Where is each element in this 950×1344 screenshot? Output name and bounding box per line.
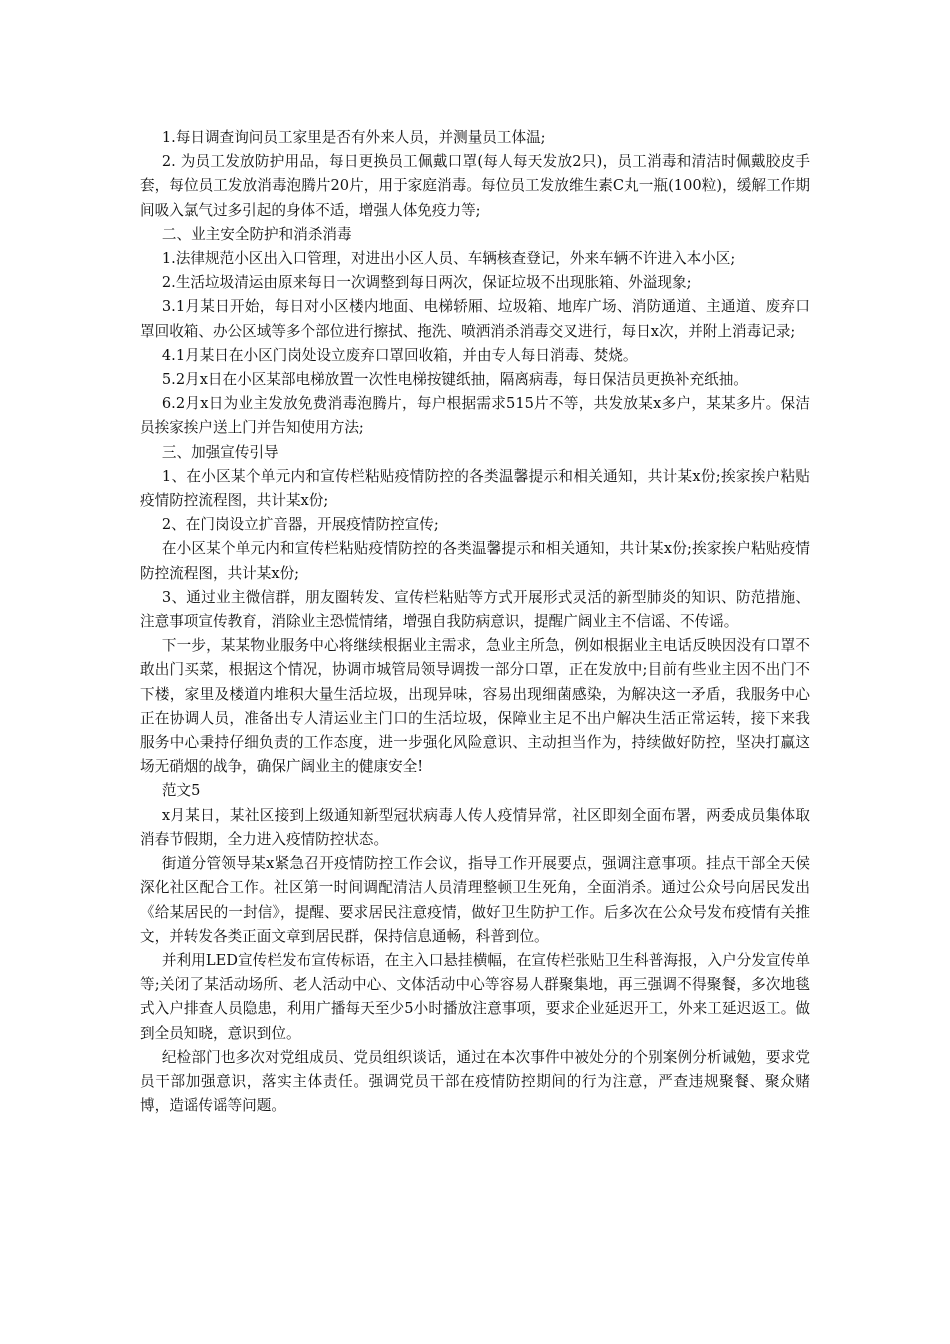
paragraph-led-publicity: 并利用LED宣传栏发布宣传标语，在主入口悬挂横幅，在宣传栏张贴卫生科普海报，入户分发宣传单等;关闭了某活动场所、老人活动中心、文体活动中心等容易人群聚集地，再三强调不得聚餐，多次地毯式入户排查人员隐患，利用广播每天至少5小时播放注意事项，要求企业延迟开工，外来工延迟返工。做到全员知晓，意识到位。 — [140, 951, 810, 1042]
paragraph-street-meeting: 街道分管领导某x紧急召开疫情防控工作会议，指导工作开展要点，强调注意事项。挂点干部全天侯深化社区配合工作。社区第一时间调配清洁人员清理整顿卫生死角，全面消杀。通过公众号向居民发出《给某居民的一封信》，提醒、要求居民注意疫情，做好卫生防护工作。后多次在公众号发布疫情有关推文，并转发各类正面文章到居民群，保持信息通畅，科普到位。 — [140, 855, 810, 945]
paragraph-garbage-clearance: 2.生活垃圾清运由原来每日一次调整到每日两次，保证垃圾不出现胀箱、外溢现象; — [161, 274, 692, 292]
paragraph-staff-protection: 2. 为员工发放防护用品，每日更换员工佩戴口罩(每人每天发放2只)，员工消毒和清洁时佩戴胶皮手套，每位员工发放消毒泡腾片20片，用于家庭消毒。每位员工发放维生素C丸一瓶(100粒)，缓解工作期间吸入氯气过多引起的身体不适，增强人体免疫力等; — [140, 153, 810, 219]
paragraph-disinfection-schedule: 3.1月某日开始，每日对小区楼内地面、电梯轿厢、垃圾箱、地库广场、消防通道、主通道、废弃口罩回收箱、办公区域等多个部位进行擦拭、拖洗、喷洒消杀消毒交叉进行，每日x次，并附上消毒记录; — [140, 298, 810, 340]
paragraph-mask-recycling: 4.1月某日在小区门岗处设立废弃口罩回收箱，并由专人每日消毒、焚烧。 — [161, 346, 638, 364]
paragraph-discipline: 纪检部门也多次对党组成员、党员组织谈话，通过在本次事件中被处分的个别案例分析诫勉，要求党员干部加强意识，落实主体责任。强调党员干部在疫情防控期间的行为注意，严查违规聚餐、聚众赌博，造谣传谣等问题。 — [140, 1048, 810, 1115]
section-heading-owner-protection: 二、业主安全防护和消杀消毒 — [161, 225, 352, 243]
section-heading-publicity: 三、加强宣传引导 — [161, 443, 279, 461]
sample-heading: 范文5 — [161, 782, 201, 800]
paragraph-notices-repeat: 在小区某个单元内和宣传栏粘贴疫情防控的各类温馨提示和相关通知，共计某x份;挨家挨户粘贴疫情防控流程图，共计某x份; — [140, 540, 810, 582]
paragraph-entrance-management: 1.法律规范小区出入口管理，对进出小区人员、车辆核查登记，外来车辆不许进入本小区; — [161, 250, 736, 268]
paragraph-staff-check: 1.每日调查询问员工家里是否有外来人员，并测量员工体温; — [161, 129, 546, 146]
paragraph-tablet-distribution: 6.2月x日为业主发放免费消毒泡腾片，每户根据需求515片不等，共发放某x多户，某某多片。保洁员挨家挨户送上门并告知使用方法; — [140, 395, 810, 437]
paragraph-notices-posting: 1、在小区某个单元内和宣传栏粘贴疫情防控的各类温馨提示和相关通知，共计某x份;挨家挨户粘贴疫情防控流程图，共计某x份; — [140, 467, 810, 510]
paragraph-wechat-publicity: 3、通过业主微信群，朋友圈转发、宣传栏粘贴等方式开展形式灵活的新型肺炎的知识、防范措施、注意事项宣传教育，消除业主恐慌情绪，增强自我防病意识，提醒广阔业主不信谣、不传谣。 — [140, 588, 810, 631]
paragraph-elevator-tissues: 5.2月x日在小区某部电梯放置一次性电梯按键纸抽，隔离病毒，每日保洁员更换补充纸抽。 — [161, 371, 748, 389]
document-body — [140, 126, 810, 1118]
paragraph-loudspeaker: 2、在门岗设立扩音器，开展疫情防控宣传; — [161, 516, 439, 534]
paragraph-next-steps: 下一步，某某物业服务中心将继续根据业主需求，急业主所急，例如根据业主电话反映因没有口罩不敢出门买菜，根据这个情况，协调市城管局领导调拨一部分口罩，正在发放中;目前有些业主因不出门不下楼，家里及楼道内堆积大量生活垃圾，出现异味，容易出现细菌感染，为解决这一矛盾，我服务中心正在协调人员，准备出专人清运业主门口的生活垃圾，保障业主足不出户解决生活正常运转，接下来我服务中心秉持仔细负责的工作态度，进一步强化风险意识、主动担当作为，持续做好防控，坚决打赢这场无硝烟的战争，确保广阔业主的健康安全! — [140, 637, 810, 776]
paragraph-community-notice: x月某日，某社区接到上级通知新型冠状病毒人传人疫情异常，社区即刻全面布署，两委成员集体取消春节假期，全力进入疫情防控状态。 — [140, 806, 810, 848]
